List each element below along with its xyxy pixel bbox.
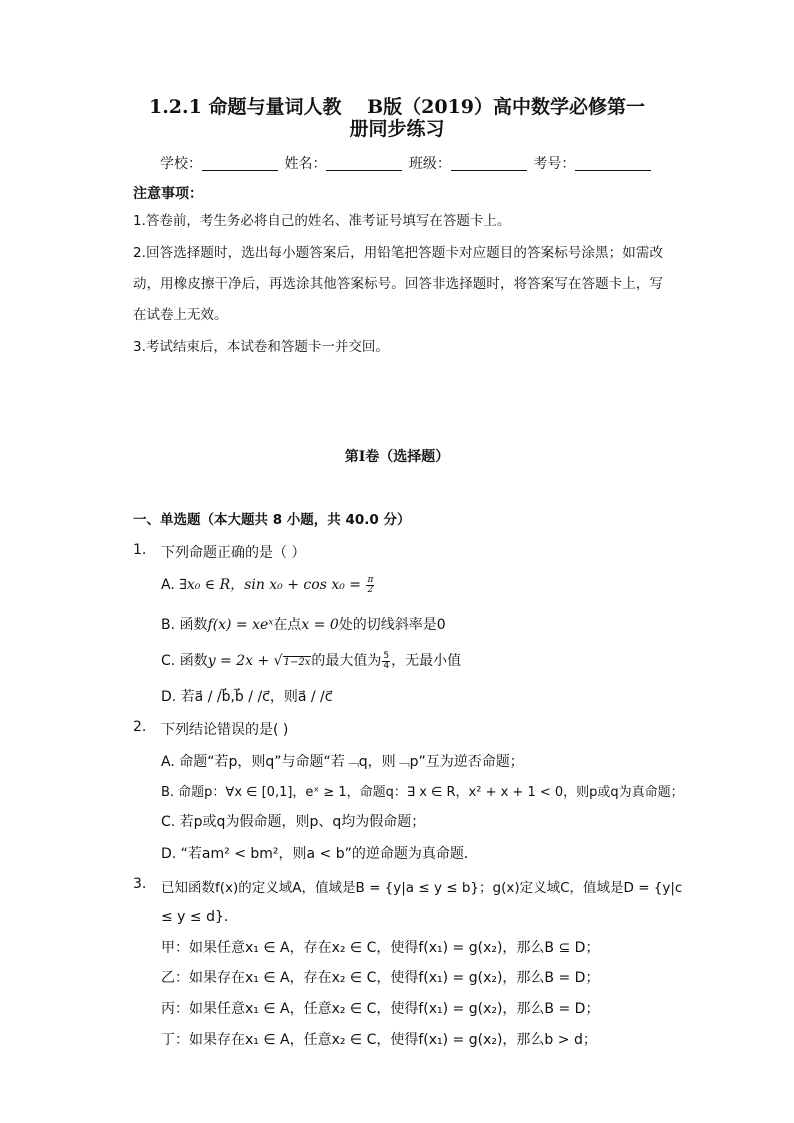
- q3-stem-line2: ≤ y ≤ d}．: [161, 909, 238, 925]
- q1-option-a[interactable]: [161, 574, 681, 595]
- student-info-row: [160, 153, 680, 173]
- question-stem: 下列结论错误的是( ): [161, 722, 289, 738]
- number-label: 考号：: [533, 156, 576, 172]
- question-number: 2.: [133, 719, 147, 735]
- option-text: 在点: [273, 617, 302, 633]
- exam-title-line1: 1.2.1 命题与量词人教 B版（2019）高中数学必修第一: [148, 96, 646, 118]
- note-2: 2.回答选择题时，选出每小题答案后，用铅笔把答题卡对应题目的答案标号涂黑；如需改动，用橡皮擦干净后，再选涂其他答案标号。回答非选择题时，将答案写在答题卡上，写在试卷上无效。: [133, 245, 663, 323]
- exists-symbol: ∃: [179, 577, 187, 593]
- name-label: 姓名：: [284, 156, 327, 172]
- school-label: 学校：: [160, 156, 202, 172]
- option-label: D.: [161, 689, 177, 705]
- question-number: 1.: [133, 542, 147, 558]
- q2-option-d[interactable]: D. “若am² < bm²，则a < b”的逆命题为真命题．: [161, 846, 478, 862]
- q3-statement-bing: 丙：如果任意x₁ ∈ A，任意x₂ ∈ C，使得f(x₁) = g(x₂)，那么B = D；: [161, 1001, 600, 1017]
- q3-statement-jia: 甲：如果任意x₁ ∈ A，存在x₂ ∈ C，使得f(x₁) = g(x₂)，那么B ⊆ D；: [161, 940, 600, 956]
- section-heading: 第I卷（选择题）: [344, 449, 450, 465]
- q3-statement-ding: 丁：如果存在x₁ ∈ A，任意x₂ ∈ C，使得f(x₁) = g(x₂)，那么b > d；: [161, 1032, 597, 1048]
- option-text: 函数: [179, 653, 208, 669]
- class-blank[interactable]: [451, 156, 527, 171]
- fraction: $\frac{5}{4}$: [383, 650, 390, 671]
- question-number: 3.: [133, 876, 147, 892]
- option-label: C.: [161, 653, 176, 669]
- option-math: f(x) = xeˣ: [207, 617, 274, 633]
- option-label: A.: [161, 577, 175, 593]
- option-text: 处的切线斜率是0: [338, 617, 446, 633]
- option-label: B.: [161, 617, 176, 633]
- q2-option-a[interactable]: A. 命题“若p，则q”与命题“若﹁q，则﹁p”互为逆否命题；: [161, 754, 524, 770]
- q2-option-c[interactable]: C. 若p或q为假命题，则p、q均为假命题；: [161, 814, 426, 830]
- option-text: 函数: [179, 617, 208, 633]
- notes-title: 注意事项：: [133, 186, 203, 202]
- school-blank[interactable]: [202, 156, 278, 171]
- radicand: 1−2x: [283, 657, 311, 668]
- option-text: 的最大值为: [311, 653, 382, 669]
- option-math: x₀ ∈ R，sin x₀ + cos x₀ =: [186, 577, 366, 593]
- note-1: 1.答卷前，考生务必将自己的姓名、准考证号填写在答题卡上。: [133, 213, 511, 229]
- option-text: 若a⃗ / /b⃗,b⃗ / /c⃗，则a⃗ / /c⃗: [180, 689, 333, 705]
- name-blank[interactable]: [326, 156, 402, 171]
- q1-option-c[interactable]: [161, 650, 681, 671]
- option-text: ，无最小值: [391, 653, 462, 669]
- class-label: 班级：: [408, 156, 451, 172]
- part-heading: 一、单选题（本大题共 8 小题，共 40.0 分）: [133, 512, 411, 528]
- note-3: 3.考试结束后，本试卷和答题卡一并交回。: [133, 339, 389, 355]
- q1-option-d[interactable]: [161, 686, 681, 706]
- number-blank[interactable]: [575, 156, 651, 171]
- fraction: $\frac{\pi}{2}$: [367, 574, 374, 595]
- sqrt-symbol: √: [273, 653, 283, 669]
- question-stem: 下列命题正确的是（ ）: [161, 545, 306, 561]
- q1-option-b[interactable]: [161, 614, 681, 634]
- q2-option-b[interactable]: B. 命题p：∀x ∈ [0,1]，eˣ ≥ 1，命题q：∃ x ∈ R，x² + x + 1 < 0，则p或q为真命题；: [161, 785, 684, 800]
- exam-title-line2: 册同步练习: [349, 118, 445, 140]
- q3-statement-yi: 乙：如果存在x₁ ∈ A，存在x₂ ∈ C，使得f(x₁) = g(x₂)，那么B = D；: [161, 970, 600, 986]
- option-math: x = 0: [301, 617, 339, 633]
- option-math: y = 2x +: [207, 653, 274, 669]
- question-stem-line1: 已知函数f(x)的定义域A，值域是B = {y|a ≤ y ≤ b}；g(x)定义域C，值域是D = {y|c: [161, 880, 683, 896]
